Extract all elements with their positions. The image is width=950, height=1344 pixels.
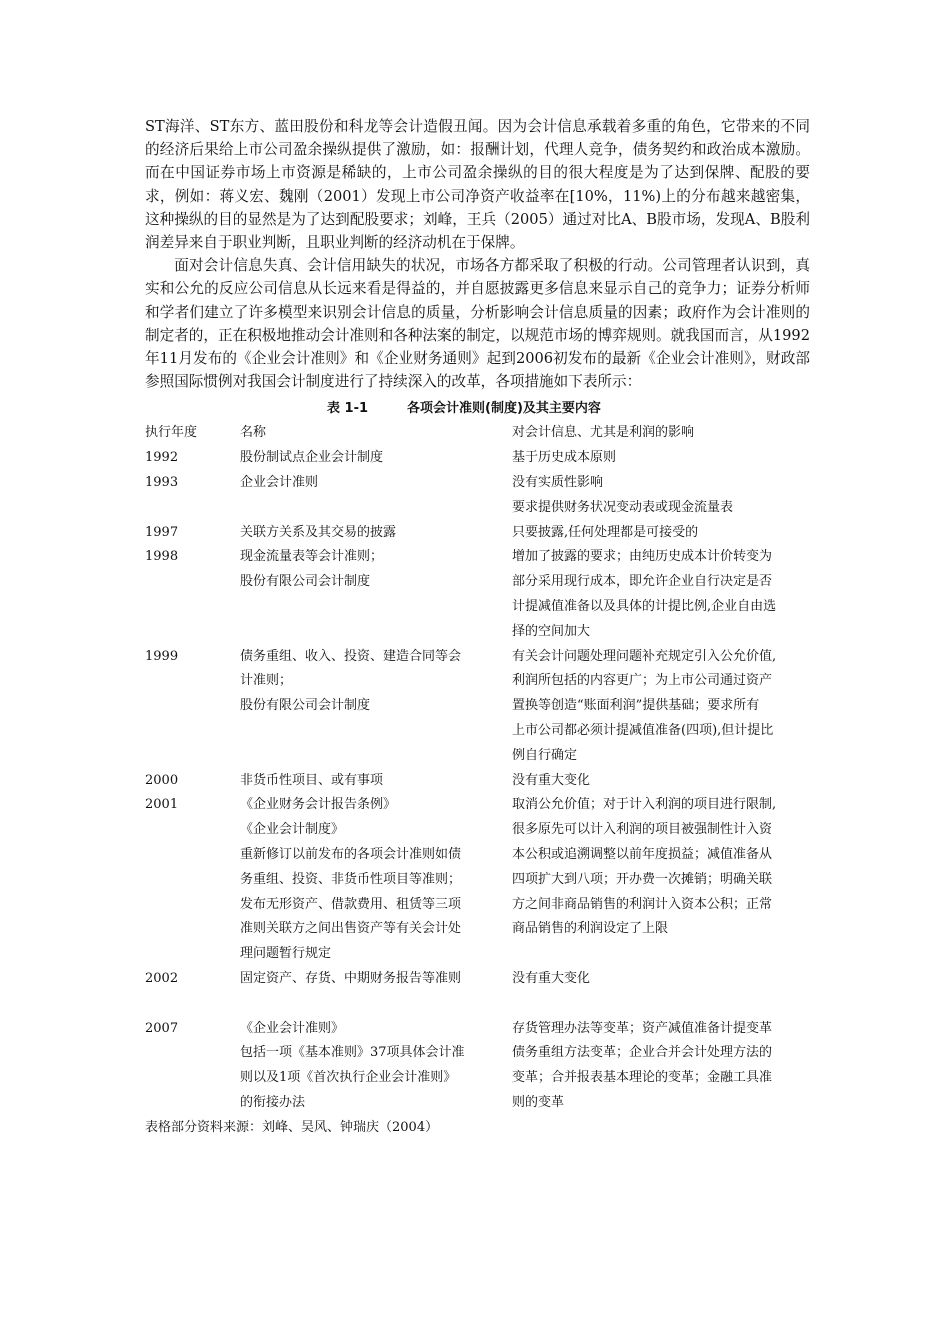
row-effect [512,446,810,471]
row-effect-line: 存货管理办法等变革；资产减值准备计提变革 [512,1020,773,1036]
row-name-line: 企业会计准则 [240,475,319,491]
body-paragraph-1: ST海洋、ST东方、蓝田股份和科龙等会计造假丑闻。因为会计信息承载着多重的角色，它带来的不同的经济后果给上市公司盈余操纵提供了激励，如：报酬计划，代理人竞争，债务契约和政治成本激励。而在中国证券市场上市资源是稀缺的，上市公司盈余操纵的目的很大程度是为了达到保牌、配股的要求，例如：蒋义宏、魏刚（2001）发现上市公司净资产收益率在[10%，11%)上的分布越来越密集，这种操纵的目的显然是为了达到配股要求；刘峰，王兵（2005）通过对比A、B股市场，发现A、B股利润差异来自于职业判断，且职业判断的经济动机在于保牌。 [145,118,810,252]
row-name [240,793,512,967]
row-name-line: 股份有限公司会计制度 [240,698,371,714]
row-effect-line: 方之间非商品销售的利润计入资本公积；正常 [512,896,773,912]
row-effect-line: 计提减值准备以及具体的计提比例,企业自由选 [512,599,777,615]
row-effect-line: 有关会计问题处理问题补充规定引入公允价值, [512,648,777,664]
row-effect [512,769,810,794]
row-name [240,521,512,546]
row-effect [512,793,810,967]
table-row [145,793,810,967]
row-effect [512,967,810,992]
standards-table [145,421,810,1115]
row-name [240,967,512,992]
table-source-note: 表格部分资料来源：刘峰、吴风、钟瑞庆（2004） [145,1119,439,1135]
row-effect-line: 只要披露,任何处理都是可接受的 [512,524,699,540]
table-row [145,645,810,769]
row-effect-line: 基于历史成本原则 [512,450,617,466]
row-name-line: 股份有限公司会计制度 [240,574,371,590]
row-effect-line: 商品销售的利润设定了上限 [512,921,669,937]
row-effect-line: 很多原先可以计入利润的项目被强制性计入资 [512,822,773,838]
row-effect-line: 部分采用现行成本，即允许企业自行决定是否 [512,574,773,590]
row-name [240,769,512,794]
row-year: 1998 [145,549,179,565]
row-effect [512,1017,810,1116]
row-name-line: 现金流量表等会计准则； [240,549,384,565]
table-row [145,1017,810,1116]
row-name-line: 《企业会计准则》 [240,1020,345,1036]
header-name: 名称 [240,425,267,441]
table-spacer-row [145,992,810,1017]
table-row [145,446,810,471]
table-caption [145,397,810,421]
row-effect-line: 变革；合并报表基本理论的变革；金融工具准 [512,1070,773,1086]
row-effect-line: 利润所包括的内容更广；为上市公司通过资产 [512,673,773,689]
table-row [145,769,810,794]
row-name-line: 债务重组、收入、投资、建造合同等会 [240,648,462,664]
row-name-line: 发布无形资产、借款费用、租赁等三项 [240,896,462,912]
row-name-line: 包括一项《基本准则》37项具体会计准 [240,1045,465,1061]
row-year: 2001 [145,797,179,813]
row-name-line: 准则关联方之间出售资产等有关会计处 [240,921,462,937]
row-effect-line: 增加了披露的要求；由纯历史成本计价转变为 [512,549,773,565]
row-effect-line: 上市公司都必须计提减值准备(四项),但计提比 [512,723,774,738]
row-name-line: 则以及1项《首次执行企业会计准则》 [240,1070,457,1086]
row-effect-line: 债务重组方法变革；企业合并会计处理方法的 [512,1045,773,1061]
row-effect-line: 本公积或追溯调整以前年度损益；减值准备从 [512,846,773,862]
row-effect [512,645,810,769]
row-name-line: 关联方关系及其交易的披露 [240,524,397,540]
row-name-line: 《企业会计制度》 [240,822,345,838]
body-paragraph-2: 面对会计信息失真、会计信用缺失的状况，市场各方都采取了积极的行动。公司管理者认识到，真实和公允的反应公司信息从长远来看是得益的，并自愿披露更多信息来显示自己的竞争力；证券分析师和学者们建立了许多模型来识别会计信息的质量，分析影响会计信息质量的因素；政府作为会计准则的制定者的，正在积极地推动会计准则和各种法案的制定，以规范市场的博弈规则。就我国而言，从1992年11月发布的《企业会计准则》和《企业财务通则》起到2006初发布的最新《企业会计准则》，财政部参照国际惯例对我国会计制度进行了持续深入的改革，各项措施如下表所示： [145,257,810,391]
table-row [145,521,810,546]
row-name [240,645,512,769]
row-name-line: 股份制试点企业会计制度 [240,450,384,466]
row-name-line: 计准则； [240,673,293,689]
row-name-line: 理问题暂行规定 [240,946,332,962]
row-name [240,1017,512,1116]
row-name-line: 的衔接办法 [240,1094,306,1110]
spacer-cell [145,992,810,1017]
row-effect-line: 置换等创造“账面利润”提供基础；要求所有 [512,698,760,714]
table-title: 各项会计准则(制度)及其主要内容 [407,401,601,417]
row-name-line: 重新修订以前发布的各项会计准则如债 [240,846,462,862]
row-year: 1997 [145,524,179,540]
row-effect-line: 取消公允价值；对于计入利润的项目进行限制, [512,797,777,813]
row-name-line: 务重组、投资、非货币性项目等准则； [240,871,462,887]
table-row [145,471,810,521]
row-year: 1992 [145,450,179,466]
row-effect-line: 没有重大变化 [512,772,591,788]
row-name-line: 非货币性项目、或有事项 [240,772,384,788]
row-effect-line: 没有重大变化 [512,970,591,986]
row-effect-line: 择的空间加大 [512,623,591,639]
row-effect-line: 没有实质性影响 [512,475,604,491]
row-name-line: 固定资产、存货、中期财务报告等准则 [240,970,462,986]
row-year: 1999 [145,648,179,664]
row-effect-line: 则的变革 [512,1094,565,1110]
document-page [145,115,810,1140]
row-effect-line: 四项扩大到八项；开办费一次摊销；明确关联 [512,871,773,887]
row-year: 2002 [145,970,179,986]
table-number: 表 1-1 [327,401,369,417]
header-effect: 对会计信息、尤其是利润的影响 [512,425,695,441]
row-year: 2000 [145,772,179,788]
header-year: 执行年度 [145,425,198,441]
table-header-row [145,421,810,446]
table-body [145,446,810,1116]
row-name [240,471,512,521]
row-year: 2007 [145,1020,179,1036]
row-name [240,446,512,471]
row-effect-line: 要求提供财务状况变动表或现金流量表 [512,499,734,515]
row-year: 1993 [145,475,179,491]
row-effect [512,521,810,546]
row-effect [512,545,810,644]
row-effect [512,471,810,521]
row-effect-line: 例自行确定 [512,747,578,763]
row-name [240,545,512,644]
row-name-line: 《企业财务会计报告条例》 [240,797,397,813]
table-row [145,545,810,644]
table-row [145,967,810,992]
